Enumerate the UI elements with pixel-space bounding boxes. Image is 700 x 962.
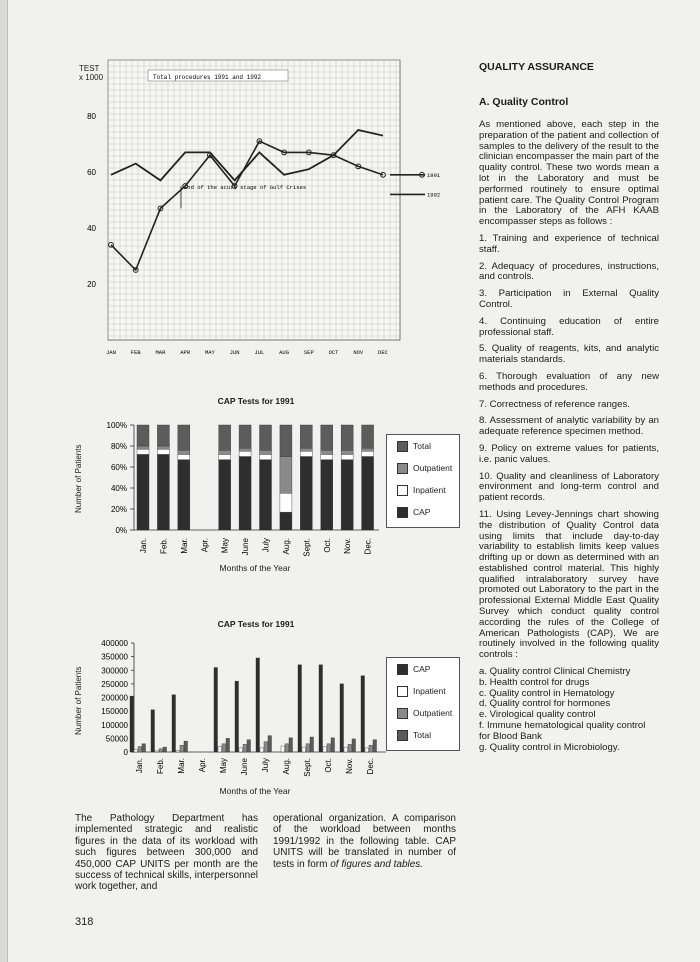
bar [184,741,188,752]
bar-segment [137,454,149,530]
x-tick-label: July [261,538,271,553]
bar [218,747,222,752]
bar [319,665,323,752]
bar [340,684,344,752]
y-tick-label: 300000 [101,666,128,676]
x-tick-label: Aug. [282,758,291,775]
right-column [479,61,659,753]
bar-segment [260,454,272,459]
bar [239,748,243,752]
binding-edge [0,0,8,962]
bar [268,736,272,752]
swatch-inpatient-icon [397,686,408,697]
y-tick-label: 80 [87,112,96,121]
step-item: 7. Correctness of reference ranges. [479,398,630,410]
x-tick-label: Dec. [366,758,375,775]
qc-list-item: c. Quality control in Hematology [479,687,615,699]
bar-segment [362,457,374,531]
qc-list-item: e. Virological quality control [479,709,596,721]
bar [348,744,352,752]
swatch-outpatient-icon [397,708,408,719]
x-tick-label: Apr. [198,758,207,773]
x-tick-label: Aug. [281,538,291,555]
legend-label: Inpatient [413,686,446,696]
legend-label: CAP [413,664,431,674]
y-tick-label: 0% [115,526,127,535]
x-tick-label: Feb. [156,758,165,775]
y-tick-label: 100% [106,421,127,430]
bar-segment [239,425,251,448]
bar [285,744,289,752]
bar [331,738,335,752]
y-tick-label: 60 [87,168,96,177]
legend-item-inpatient [387,680,459,702]
step-item: 1. Training and experience of technical staff. [479,232,659,255]
bar-segment [321,460,333,530]
y-tick-label: 150000 [101,707,128,717]
y-tick-label: 80% [110,442,127,451]
y-tick-label: 250000 [101,679,128,689]
bar-segment [178,454,190,459]
x-tick-label: Jan. [139,538,148,554]
y-tick-label: 40% [110,484,127,493]
legend-label: 1991 [427,171,441,179]
bottom-col1: The Pathology Department has implemented strategic and realistic figures in the data of its workload with such figures between 300,000 and 450,000 CAP UNITS per month are the success of technical skills, interpersonnel work together, and [75,813,258,893]
chart-title: Total procedures 1991 and 1992 [153,74,262,81]
step-item: 3. Participation in External Quality Control. [479,288,659,310]
x-tick-label: Sept. [303,758,312,777]
x-tick-label: Oct. [322,538,332,553]
bar [138,747,142,752]
bar [226,738,230,752]
swatch-total-icon [397,441,408,452]
bar [352,739,356,752]
step-item: 4. Continuing education of entire professional staff. [479,315,659,338]
legend-label: 1992 [427,191,441,199]
swatch-inpatient-icon [397,485,408,496]
bar-segment [300,451,312,456]
x-tick-label: Mar. [179,538,189,554]
bar-segment [219,425,231,450]
x-tick-label: JAN [106,349,116,356]
bar [142,744,146,752]
qc-list-item: b. Health control for drugs [479,676,590,688]
y-tick-label: 0 [123,748,128,757]
annotation-text: End of the acute stage of Gulf Crises [184,183,307,191]
x-tick-label: AUG [279,349,290,356]
bar [302,747,306,752]
step-item: 2. Adequacy of procedures, instructions, and controls. [479,260,659,283]
bar-segment [178,460,190,530]
line-chart [70,55,470,375]
legend-label: Total [413,441,431,451]
bar-segment [321,450,333,454]
grouped-bar-chart [82,635,392,785]
x-tick-label: Jan. [135,758,144,774]
swatch-cap-icon [397,507,408,518]
step-item: 11. Using Levey-Jennings chart showing the distribution of Quality Control data using limits that include day-to-day variability to establish limits keep values drifting up or down as determined with an established control material. This highly qualified intralaboratory survey have promoted out Laboratory to the part in the professional External Middle East Quality Survey which conduct quality control according the rules of the College of American Pathologists (CAP). We are routinely involved in the following quality controls : [479,508,659,661]
swatch-cap-icon [397,664,408,675]
page-number: 318 [75,916,94,928]
legend-item-outpatient [387,702,459,724]
legend-label: Total [413,730,431,740]
bar [235,681,239,752]
legend-label: Outpatient [413,463,453,473]
bar-segment [157,446,169,449]
fig2-xlabel: Months of the Year [219,563,291,573]
bottom-col2-italic: of figures and tables. [330,858,424,870]
bar-segment [260,460,272,530]
bar-segment [280,493,292,512]
bar-segment [178,450,190,454]
step-item: 6. Thorough evaluation of any new methods and procedures. [479,370,659,393]
x-tick-label: Feb. [159,538,169,555]
bar-segment [341,425,353,450]
y-tick-label: 40 [87,224,96,233]
bar [163,747,167,752]
steps-list [479,234,659,661]
legend-item-cap [387,658,459,680]
x-tick-label: OCT [328,349,339,356]
x-tick-label: Apr. [200,538,210,553]
bar [361,676,365,752]
legend-item-cap [387,501,459,523]
bar [344,747,348,752]
x-tick-label: MAY [204,349,215,356]
bar [247,740,251,752]
bar-segment [300,448,312,451]
swatch-total-icon [397,730,408,741]
bar [323,747,327,752]
bar [289,738,293,752]
bar [134,750,138,752]
bar [256,658,260,752]
legend-item-total [387,435,459,457]
x-tick-label: June [241,538,251,556]
bar-segment [157,454,169,530]
bar-segment [239,457,251,531]
bar [180,745,184,752]
x-tick-label: DEC [378,349,388,356]
fig3-caption: CAP Tests for 1991 [217,619,295,629]
x-tick-label: Nov. [343,538,353,554]
bar-segment [341,450,353,454]
bar-segment [362,425,374,448]
qc-list-item: f. Immune hematological quality control for Blood Bank [479,720,646,742]
fig2-caption: CAP Tests for 1991 [217,396,295,406]
fig1-y-unit-line1: TEST [79,64,100,73]
fig2-ylabel: Number of Patients [74,444,83,513]
bar [281,746,285,752]
bottom-col2-text: operational organization. A comparison of the workload between months 1991/1992 in the following table. CAP UNITS will be translated in number of tests in form [273,813,456,870]
y-tick-label: 200000 [101,693,128,703]
fig3-xlabel: Months of the Year [219,786,291,796]
bar-segment [362,448,374,451]
subsection-heading: A. Quality Control [479,96,569,108]
y-tick-label: 400000 [101,639,128,648]
fig3-ylabel: Number of Patients [74,666,83,735]
bar-segment [157,449,169,454]
bar-segment [280,512,292,530]
step-item: 8. Assessment of analytic variability by an adequate reference specimen method. [479,415,659,438]
y-tick-label: 20 [87,280,96,289]
step-item: 9. Policy on extreme values for patients, i.e. panic values. [479,442,659,465]
bar [243,744,247,752]
bar-segment [341,460,353,530]
y-tick-label: 350000 [101,652,128,662]
intro-paragraph: As mentioned above, each step in the preparation of the patient and collection of samples to the delivery of the result to the clinician encompasser the main part of the quality control. These two words mean a lot in the Laboratory and must be performed routinely to ensure optimal patient care. The Quality Control Program in the Laboratory of the AFH KAAB encompasser steps as follows : [479,119,659,228]
fig3-legend [386,657,460,751]
bar [369,745,373,752]
section-heading: QUALITY ASSURANCE [479,61,594,73]
bar-segment [260,450,272,454]
bar-segment [239,448,251,451]
bar [159,749,163,752]
y-tick-label: 50000 [105,734,128,744]
bar [155,751,159,752]
bar [327,744,331,752]
x-tick-label: July [261,758,270,773]
bar-segment [321,454,333,459]
step-item: 10. Quality and cleanliness of Laboratory environment and long-term control and patient records. [479,470,659,504]
x-tick-label: FEB [130,349,141,356]
x-tick-label: Nov. [345,758,354,774]
bar [214,668,218,752]
y-tick-label: 60% [110,463,127,472]
qc-list-item: g. Quality control in Microbiology. [479,741,620,753]
bar [260,748,264,752]
bar [373,740,377,752]
bar-segment [300,425,312,448]
x-tick-label: May [219,758,228,774]
bar [306,744,310,752]
legend-label: Outpatient [413,708,453,718]
x-tick-label: JUN [229,349,240,356]
legend-label: Inpatient [413,485,446,495]
bar-segment [341,454,353,459]
x-tick-label: NOV [353,349,364,356]
legend-label: CAP [413,507,431,517]
stacked-bar-chart [100,415,390,575]
step-item: 5. Quality of reagents, kits, and analytic materials standards. [479,343,659,366]
qc-list [479,667,659,753]
bar [172,695,176,752]
bar-segment [239,451,251,456]
legend-item-inpatient [387,479,459,501]
bar-segment [137,425,149,446]
x-tick-label: June [240,758,249,776]
bar [310,737,314,752]
bar-segment [157,425,169,446]
x-tick-label: SEP [303,349,314,356]
x-tick-label: APR [180,349,191,356]
right-body [479,120,659,753]
bar [130,696,134,752]
bar [222,744,226,752]
bar-segment [137,446,149,449]
x-tick-label: May [220,538,230,554]
bar [365,748,369,752]
x-tick-label: Oct. [324,758,333,773]
y-tick-label: 20% [110,505,127,514]
bar-segment [260,425,272,450]
x-tick-label: MAR [155,349,166,356]
bottom-col2 [273,813,456,870]
bar-segment [321,425,333,450]
bar-segment [280,457,292,494]
x-tick-label: Sept. [302,538,312,557]
bar-segment [300,457,312,531]
x-tick-label: Mar. [177,758,186,774]
qc-list-item: d. Quality control for hormones [479,698,611,710]
bar-segment [219,460,231,530]
qc-list-item: a. Quality control Clinical Chemistry [479,666,631,678]
swatch-outpatient-icon [397,463,408,474]
fig1-y-unit-line2: x 1000 [79,73,104,82]
x-tick-label: Dec. [363,538,373,555]
bar-segment [219,450,231,454]
legend-item-outpatient [387,457,459,479]
bar [176,751,180,752]
bar [298,665,302,752]
y-tick-label: 100000 [101,720,128,730]
bar-segment [137,449,149,454]
bar [264,742,268,752]
x-tick-label: JUL [254,349,265,356]
bar [151,710,155,752]
bar-segment [178,425,190,450]
bar-segment [280,425,292,457]
fig2-legend [386,434,460,528]
bar-segment [362,451,374,456]
bar-segment [219,454,231,459]
legend-item-total [387,724,459,746]
